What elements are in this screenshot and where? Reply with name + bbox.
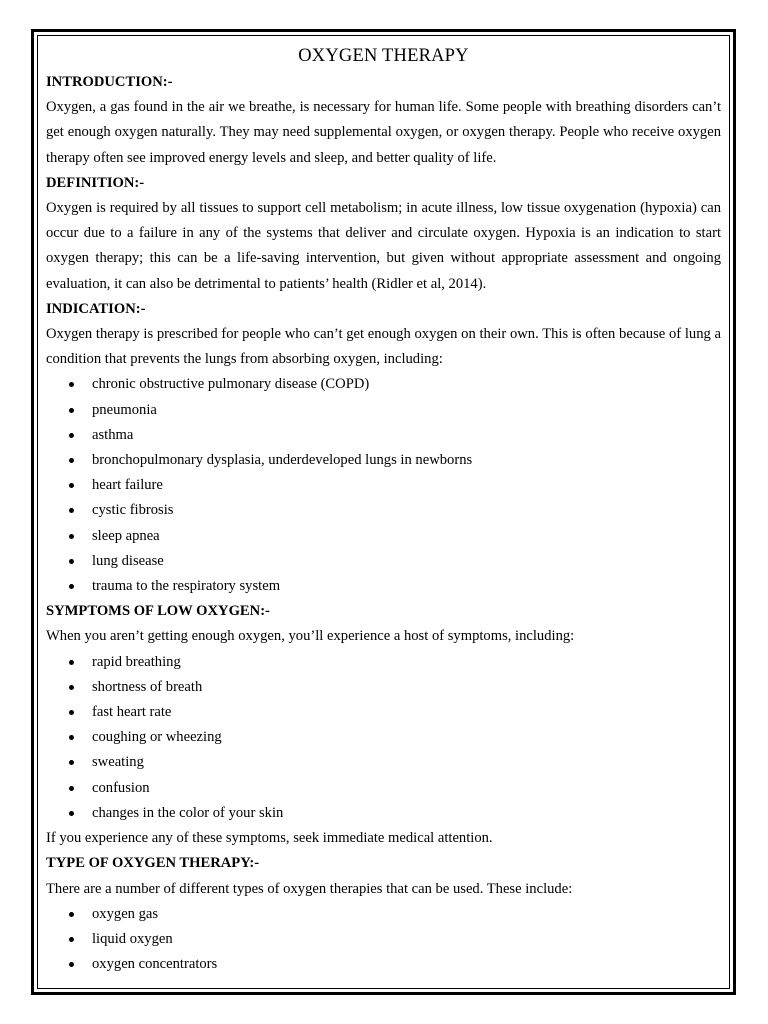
section-heading: SYMPTOMS OF LOW OXYGEN:- <box>46 603 270 620</box>
list-item: rapid breathing <box>46 650 721 675</box>
section-symptoms <box>46 599 721 851</box>
list-item: coughing or wheezing <box>46 725 721 750</box>
section-heading: DEFINITION:- <box>46 174 145 191</box>
list-item: cystic fibrosis <box>46 498 721 523</box>
list-item: heart failure <box>46 473 721 498</box>
section-heading: INTRODUCTION:- <box>46 74 173 90</box>
list-item: oxygen concentrators <box>46 952 721 977</box>
section-heading: TYPE OF OXYGEN THERAPY:- <box>46 855 260 872</box>
list-item: confusion <box>46 776 721 801</box>
list-item: chronic obstructive pulmonary disease (COPD) <box>46 372 721 397</box>
types-list <box>46 902 721 978</box>
list-item: trauma to the respiratory system <box>46 574 721 599</box>
section-paragraph: Oxygen, a gas found in the air we breathe, is necessary for human life. Some people with breathing disorders can’t get enough oxygen naturally. They may need supplemental oxygen, or oxygen therapy. People who receive oxygen therapy often see improved energy levels and sleep, and better quality of life. <box>46 99 721 166</box>
indication-list <box>46 372 721 599</box>
section-paragraph: When you aren’t getting enough oxygen, you’ll experience a host of symptoms, including: <box>46 628 575 645</box>
list-item: shortness of breath <box>46 675 721 700</box>
list-item: sweating <box>46 750 721 775</box>
section-introduction <box>46 70 721 171</box>
section-indication <box>46 297 721 599</box>
symptoms-list <box>46 650 721 826</box>
list-item: lung disease <box>46 549 721 574</box>
list-item: pneumonia <box>46 398 721 423</box>
list-item: changes in the color of your skin <box>46 801 721 826</box>
section-paragraph: There are a number of different types of oxygen therapies that can be used. These include: <box>46 880 573 897</box>
list-item: fast heart rate <box>46 700 721 725</box>
list-item: bronchopulmonary dysplasia, underdeveloped lungs in newborns <box>46 448 721 473</box>
list-item: oxygen gas <box>46 902 721 927</box>
list-item: asthma <box>46 423 721 448</box>
section-definition <box>46 171 721 297</box>
document-title: OXYGEN THERAPY <box>298 46 469 66</box>
section-paragraph: Oxygen therapy is prescribed for people who can’t get enough oxygen on their own. This is often because of lung a condition that prevents the lungs from absorbing oxygen, including: <box>46 326 721 368</box>
section-types <box>46 851 721 977</box>
section-paragraph: If you experience any of these symptoms, seek immediate medical attention. <box>46 830 493 847</box>
list-item: sleep apnea <box>46 524 721 549</box>
document-body <box>46 42 721 977</box>
section-heading: INDICATION:- <box>46 300 146 317</box>
section-paragraph: Oxygen is required by all tissues to support cell metabolism; in acute illness, low tissue oxygenation (hypoxia) can occur due to a failure in any of the systems that deliver and circulate oxygen. Hypoxia is an indication to start oxygen therapy; this can be a life-saving intervention, but given without appropriate assessment and ongoing evaluation, it can also be detrimental to patients’ health (Ridler et al, 2014). <box>46 200 721 292</box>
list-item: liquid oxygen <box>46 927 721 952</box>
